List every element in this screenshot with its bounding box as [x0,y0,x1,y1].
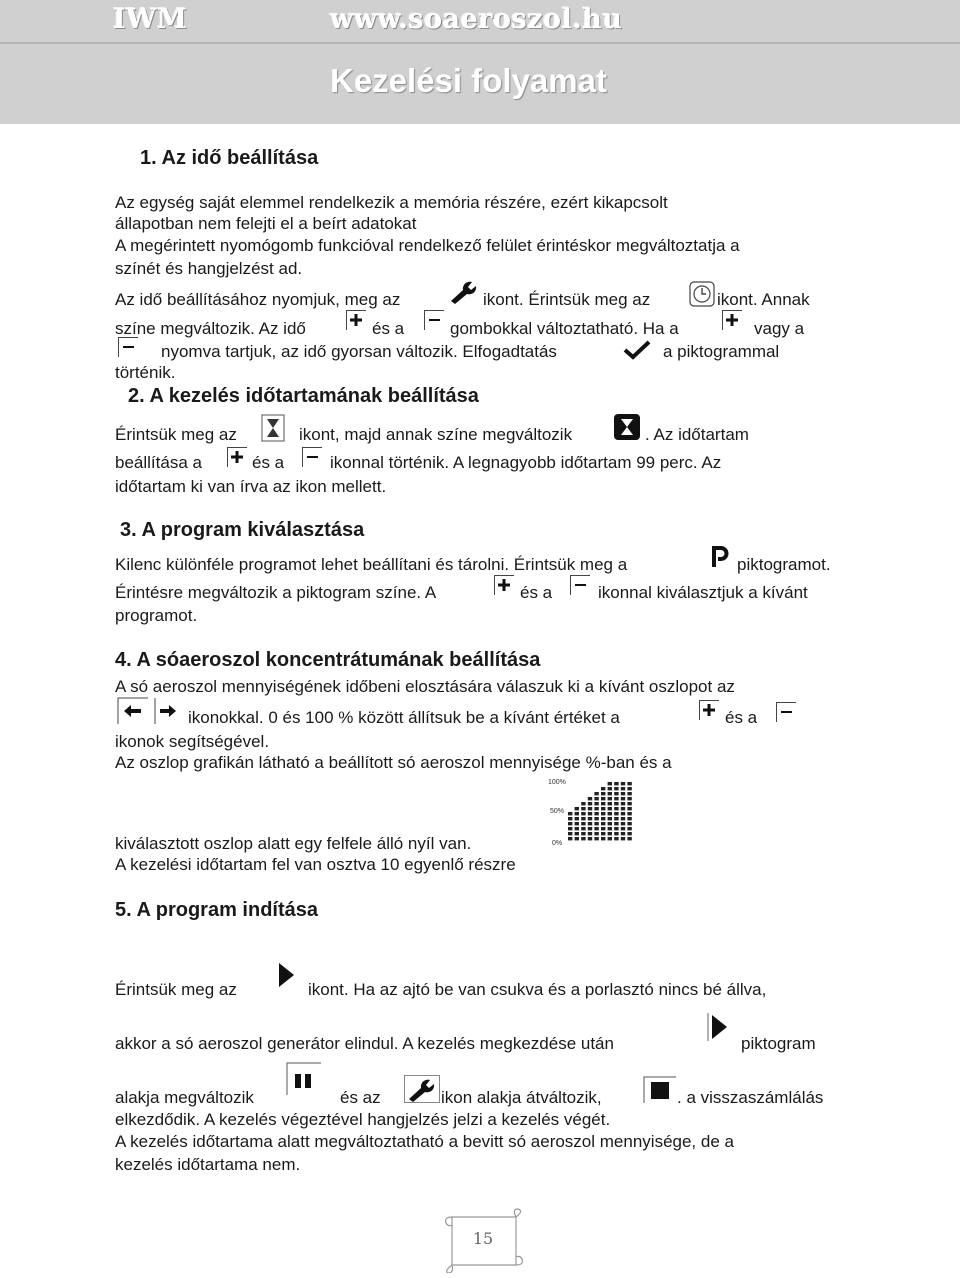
brand-website: www.soaeroszol.hu [330,4,623,35]
chart-bar-3 [581,802,585,840]
s2-line-2c: ikonnal történik. A legnagyobb időtartam 99 perc. Az [330,453,722,472]
wrench-icon [448,279,480,305]
s5-line-3d: . a visszaszámlálás [677,1088,824,1107]
s5-line-6: kezelés időtartama nem. [115,1155,301,1174]
play-icon [276,961,296,989]
section-1-heading: 1. Az idő beállítása [140,147,319,169]
header-divider [0,42,960,44]
s1-line-7b: a piktogrammal [663,342,780,361]
s4-line-2a: ikonokkal. 0 és 100 % között állítsuk be a kívánt értéket a [188,708,620,727]
minus-icon [118,337,138,357]
s5-line-1b: ikont. Ha az ajtó be van csukva és a porlasztó nincs bé állva, [308,980,767,999]
s4-line-5: kiválasztott oszlop alatt egy felfele álló nyíl van. [115,834,472,853]
s3-line-3: programot. [115,606,198,625]
play-icon [707,1012,729,1042]
s1-line-6d: vagy a [754,319,805,338]
s5-line-3b: és az [340,1088,381,1107]
page-number-scroll [438,1207,528,1273]
chart-bar-9 [621,782,625,840]
tick-label-0: 0% [552,840,563,847]
minus-icon [424,310,444,330]
s1-line-5c: ikont. Annak [717,290,810,309]
tick-label-50: 50% [550,808,565,815]
arrow-right-icon [154,697,182,725]
s3-line-2c: ikonnal kiválasztjuk a kívánt [598,583,808,602]
s2-line-1b: ikont, majd annak színe megváltozik [299,425,573,444]
s3-line-2b: és a [520,583,553,602]
s4-line-3: ikonok segítségével. [115,732,270,751]
wrench-icon [404,1075,440,1103]
s2-line-1c: . Az időtartam [645,425,749,444]
minus-icon [776,702,796,722]
page-title: Kezelési folyamat [330,62,607,99]
plus-icon [227,447,247,467]
section-3-heading: 3. A program kiválasztása [120,519,365,541]
program-p-icon [709,545,731,569]
bar-chart-svg [548,776,638,848]
s1-line-1: Az egység saját elemmel rendelkezik a memória részére, ezért kikapcsolt [115,193,668,212]
s5-line-5: A kezelés időtartama alatt megváltoztatható a bevitt só aeroszol mennyisége, de a [115,1132,734,1151]
s5-line-3c: ikon alakja átváltozik, [441,1088,602,1107]
s5-line-3a: alakja megváltozik [115,1088,254,1107]
chart-bar-2 [575,807,579,840]
chart-bar-5 [594,792,598,840]
s4-line-1: A só aeroszol mennyiségének időbeni elosztására válaszuk ki a kívánt oszlopot az [115,677,735,696]
s4-line-6: A kezelési időtartam fel van osztva 10 egyenlő részre [115,855,516,874]
s1-line-7a: nyomva tartjuk, az idő gyorsan változik. Elfogadtatás [161,342,557,361]
brand-logo-text: IWM [113,4,188,35]
chart-bar-4 [588,797,592,840]
plus-icon [494,575,514,595]
plus-icon [722,310,742,330]
hourglass-icon [613,413,641,441]
s1-line-3: A megérintett nyomógomb funkcióval rendelkező felület érintéskor megváltoztatja a [115,236,740,255]
s5-line-4: elkezdődik. A kezelés végeztével hangjelzés jelzi a kezelés végét. [115,1110,611,1129]
chart-bar-6 [601,787,605,840]
s1-line-6c: gombokkal változtatható. Ha a [450,319,679,338]
s1-line-6a: színe megváltozik. Az idő [115,319,306,338]
s3-line-1a: Kilenc különféle programot lehet beállítani és tárolni. Érintsük meg a [115,555,628,574]
s3-line-1b: piktogramot. [737,555,831,574]
s5-line-2b: piktogram [741,1034,816,1053]
s1-line-8: történik. [115,363,176,382]
hourglass-icon [261,414,285,442]
minus-icon [570,575,590,595]
s1-line-2: állapotban nem felejti el a beírt adatokat [115,214,417,233]
s1-line-5a: Az idő beállításához nyomjuk, meg az [115,290,401,309]
plus-icon [699,700,719,720]
tick-label-100: 100% [548,779,566,786]
minus-icon [302,447,322,467]
section-4-heading: 4. A sóaeroszol koncentrátumának beállítása [115,649,541,671]
chart-bar-10 [627,782,631,840]
s1-line-5b: ikont. Érintsük meg az [483,290,651,309]
chart-bar-7 [608,782,612,840]
page-header [0,0,960,124]
chart-bar-1 [568,812,572,840]
s5-line-1a: Érintsük meg az [115,980,237,999]
chart-bar-8 [614,782,618,840]
concentration-bar-chart [548,776,638,848]
check-icon [622,339,652,361]
s4-line-2b: és a [725,708,758,727]
s1-line-4: színét és hangjelzést ad. [115,259,303,278]
s5-line-2a: akkor a só aeroszol generátor elindul. A kezelés megkezdése után [115,1034,614,1053]
s2-line-3: időtartam ki van írva az ikon mellett. [115,477,387,496]
s2-line-2a: beállítása a [115,453,202,472]
clock-icon [689,281,715,307]
plus-icon [346,310,366,330]
s3-line-2a: Érintésre megváltozik a piktogram színe. A [115,583,437,602]
s1-line-6b: és a [372,319,405,338]
s4-line-4: Az oszlop grafikán látható a beállított só aeroszol mennyisége %-ban és a [115,753,672,772]
section-5-heading: 5. A program indítása [115,899,319,921]
stop-icon [643,1076,677,1104]
pause-icon [286,1062,322,1096]
s2-line-2b: és a [252,453,285,472]
s2-line-1a: Érintsük meg az [115,425,237,444]
section-2-heading: 2. A kezelés időtartamának beállítása [128,385,479,407]
page-number: 15 [472,1229,494,1248]
arrow-left-icon [117,697,149,725]
